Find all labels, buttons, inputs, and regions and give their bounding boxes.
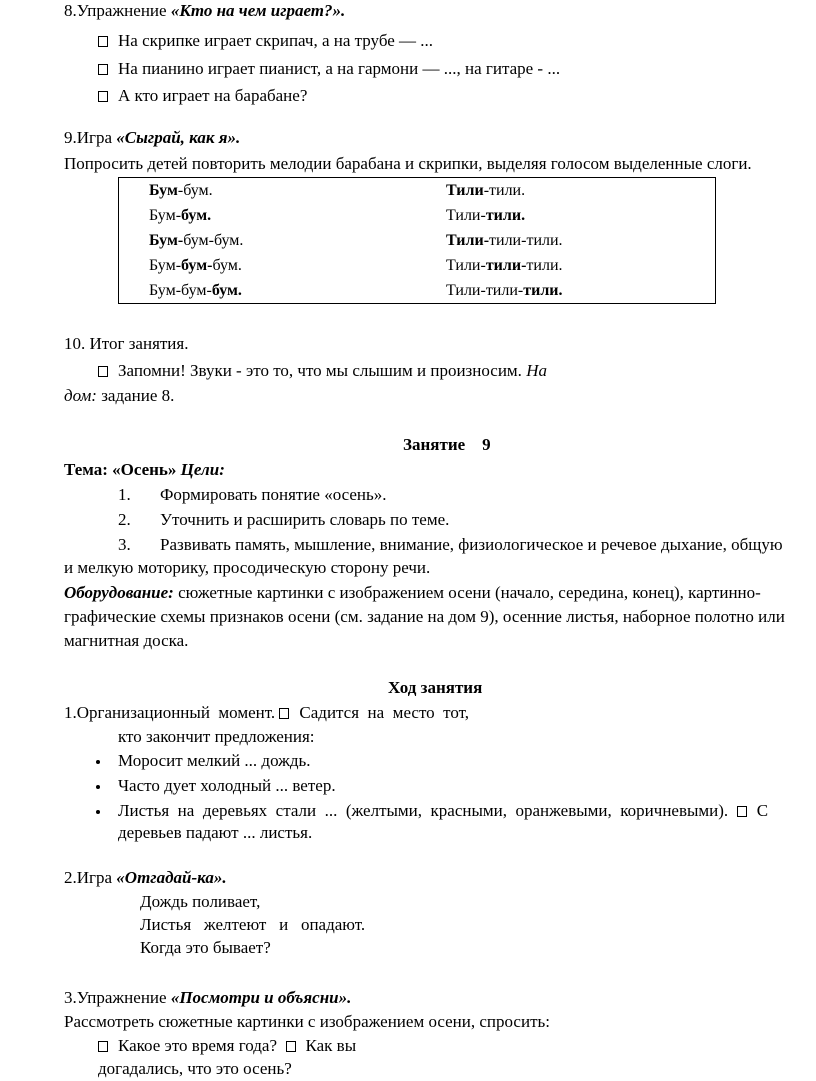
exercise-title: «Кто на чем играет?». [170,1,346,20]
bullet-text: Моросит мелкий ... дождь. [118,751,311,770]
goal-text: Развивать память, мышление, внимание, физиологическое и речевое дыхание, общую [160,535,783,554]
list-item-text: А кто играет на барабане? [118,86,308,105]
list-item-text: На скрипке играет скрипач, а на трубе — ... [118,31,434,50]
list-item-text: На пианино играет пианист, а на гармони — ..., на гитаре - ... [118,59,561,78]
game-2-heading: 2.Игра «Отгадай-ка». [64,868,227,887]
exercise-8-heading [64,0,345,22]
equipment-line: графические схемы признаков осени (см. задание на дом 9), осенние листья, наборное полотно или [64,607,785,626]
bullet-text: Листья на деревьях стали ... (желтыми, красными, оранжевыми, коричневыми). С [118,801,769,820]
violin-cell: Тили-тили. [446,206,526,224]
drum-cell: Бум-бум-бум. [149,256,242,274]
checkbox-square-icon [286,1041,296,1052]
checkbox-square-icon [98,36,108,47]
riddle-line: Листья желтеют и опадают. [140,915,366,934]
course-heading: Ход занятия [388,678,483,697]
game-9-instruction: Попросить детей повторить мелодии барабана и скрипки, выделяя голосом выделенные слоги. [64,154,752,173]
riddle-line: Когда это бывает? [140,938,271,957]
org-moment-cont: кто закончит предложения: [118,727,315,746]
table-row [119,253,716,278]
table-row [119,228,716,253]
summary-text: Запомни! Звуки - это то, что мы слышим и произносим. На [98,360,547,382]
game-9-heading [64,127,240,149]
bullet-text-cont: деревьев падают ... листья. [118,823,313,842]
game-title: «Сыграй, как я». [116,128,241,147]
lesson-topic: Тема: «Осень» Цели: [64,460,225,479]
org-moment: 1.Организационный момент. Садится на место тот, [64,703,470,722]
table-row [119,278,716,304]
question-line: Какое это время года? Как вы [98,1035,356,1057]
exercise-3-text: Рассмотреть сюжетные картинки с изображением осени, спросить: [64,1012,550,1031]
table-row [119,203,716,228]
goal-text: Формировать понятие «осень». [160,485,387,504]
violin-cell: Тили-тили. [446,181,526,199]
bullet-item [96,800,100,822]
bullet-icon [96,785,100,789]
drum-cell: Бум-бум-бум. [149,281,242,299]
violin-cell: Тили-тили-тили. [446,231,563,249]
list-item [98,85,307,107]
goal-text-cont: и мелкую моторику, просодическую сторону речи. [64,558,431,577]
exercise-3-heading: 3.Упражнение «Посмотри и объясни». [64,988,352,1007]
bullet-icon [96,810,100,814]
goal-text: Уточнить и расширить словарь по теме. [160,510,450,529]
homework-text: дом: задание 8. [64,386,175,405]
checkbox-square-icon [98,1041,108,1052]
checkbox-square-icon [279,708,289,719]
bullet-text: Часто дует холодный ... ветер. [118,776,336,795]
table-row [119,178,716,204]
question-line: догадались, что это осень? [98,1059,292,1078]
riddle-line: Дождь поливает, [140,892,261,911]
checkbox-square-icon [737,806,747,817]
list-item [98,30,433,52]
checkbox-square-icon [98,91,108,102]
list-item [98,58,560,80]
drum-cell: Бум-бум-бум. [149,231,244,249]
game-number: 9.Игра [64,128,117,147]
goal-item: 3. [118,535,131,554]
checkbox-square-icon [98,366,108,377]
bullet-item [96,750,100,772]
drum-cell: Бум-бум. [149,206,212,224]
exercise-number: 8.Упражнение [64,1,171,20]
bullet-item [96,775,100,797]
violin-cell: Тили-тили-тили. [446,256,563,274]
summary-heading: 10. Итог занятия. [64,334,189,353]
goal-item: 2. [118,510,131,529]
drum-cell: Бум-бум. [149,181,213,199]
lesson-heading: Занятие 9 [403,435,491,454]
goal-item: 1. [118,485,131,504]
equipment-line: магнитная доска. [64,631,189,650]
equipment-line: Оборудование: сюжетные картинки с изображением осени (начало, середина, конец), картинно- [64,583,761,602]
checkbox-square-icon [98,64,108,75]
bullet-icon [96,760,100,764]
violin-cell: Тили-тили-тили. [446,281,563,299]
rhythm-table [118,177,716,304]
